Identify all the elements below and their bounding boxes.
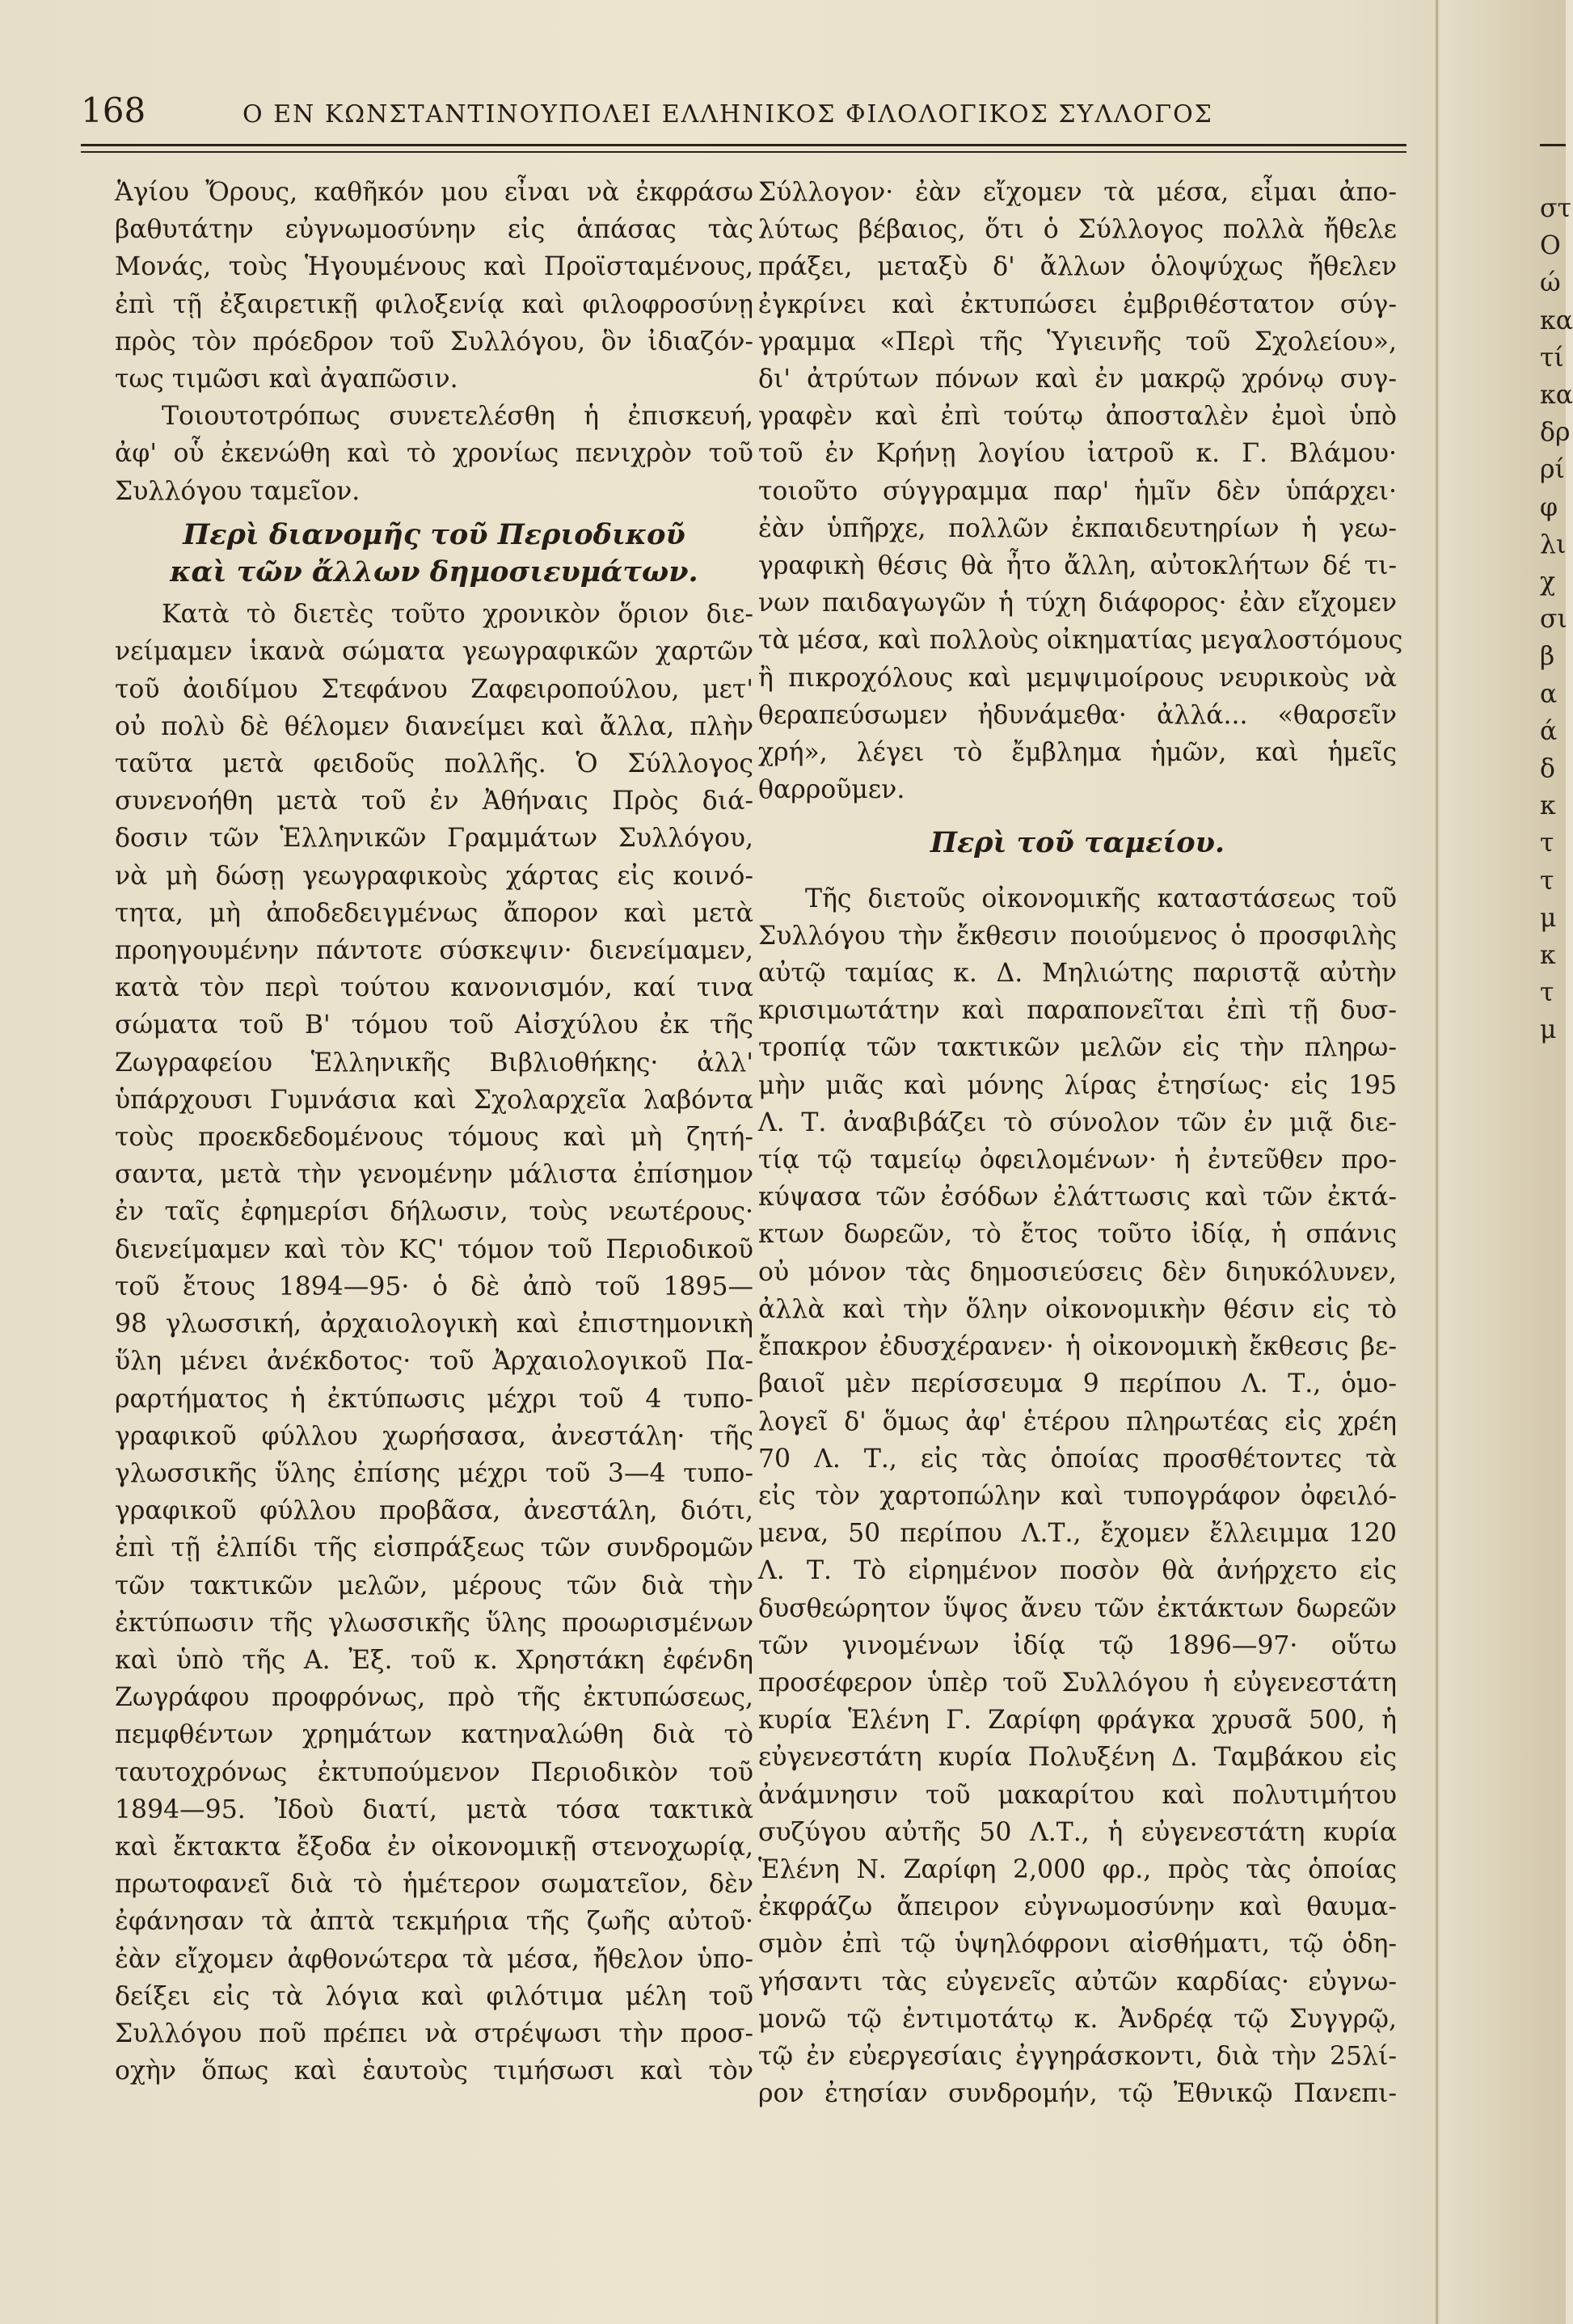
section-heading-distribution — [115, 517, 753, 591]
text-line: δείξει εἰς τὰ λόγια καὶ φιλότιμα μέλη τοῦ — [115, 1981, 753, 2011]
text-line: ὕλη μένει ἀνέκδοτος· τοῦ Ἀρχαιολογικοῦ Πα- — [115, 1347, 753, 1377]
text-line: κτων δωρεῶν, τὸ ἔτος τοῦτο ἰδίᾳ, ἡ σπάνις — [758, 1220, 1397, 1250]
text-line: Ζωγραφείου Ἑλληνικῆς Βιβλιοθήκης· ἀλλ' — [115, 1048, 753, 1078]
text-line: λογεῖ δ' ὅμως ἀφ' ἑτέρου πληρωτέας εἰς χρέη — [758, 1407, 1397, 1436]
text-line: τῶν γινομένων ἰδίᾳ τῷ 1896—97· οὕτω — [758, 1630, 1397, 1660]
fragment: κ — [1540, 941, 1556, 971]
fragment: κα — [1540, 306, 1573, 335]
text-line: τητα, μὴ ἀποδεδειγμένως ἄπορον καὶ μετὰ — [115, 898, 753, 928]
running-head: Ο ΕΝ ΚΩΝΣΤΑΝΤΙΝΟΥΠΟΛΕΙ ΕΛΛΗΝΙΚΟΣ ΦΙΛΟΛΟΓΙΚΟΣ ΣΥΛΛΟΓΟΣ — [242, 100, 1213, 129]
text-line: μὴν μιᾶς καὶ μόνης λίρας ἐτησίως· εἰς 195 — [758, 1070, 1397, 1100]
fragment: δ — [1540, 754, 1555, 784]
page-gutter-shadow — [1436, 0, 1438, 2324]
page-number: 168 — [81, 91, 146, 130]
text-line: ταῦτα μετὰ φειδοῦς πολλῆς. Ὁ Σύλλογος — [115, 749, 753, 779]
fragment: τ — [1540, 978, 1554, 1008]
text-line: Ζωγράφου προφρόνως, πρὸ τῆς ἐκτυπώσεως, — [115, 1683, 753, 1713]
header-rule-top — [81, 144, 1406, 146]
text-line: 1894—95. Ἰδοὺ διατί, μετὰ τόσα τακτικὰ — [115, 1795, 753, 1824]
text-line: ἢ πικροχόλους καὶ μεμψιμοίρους νευρικοὺς νὰ — [758, 663, 1397, 693]
fragment: μ — [1540, 903, 1557, 933]
text-line: τροπίᾳ τῶν τακτικῶν μελῶν εἰς τὴν πληρω- — [758, 1033, 1397, 1063]
fragment: δρ — [1540, 418, 1571, 448]
text-line: καὶ ἔκτακτα ἔξοδα ἐν οἰκονομικῇ στενοχωρίᾳ, — [115, 1832, 753, 1862]
text-line: νείμαμεν ἱκανὰ σώματα γεωγραφικῶν χαρτῶν — [115, 637, 753, 667]
left-paragraph-3 — [115, 596, 753, 2090]
fragment: α — [1540, 679, 1558, 709]
text-line: πρωτοφανεῖ διὰ τὸ ἡμέτερον σωματεῖον, δὲν — [115, 1870, 753, 1900]
text-line: ἐπὶ τῇ ἐλπίδι τῆς εἰσπράξεως τῶν συνδρομῶν — [115, 1533, 753, 1563]
text-line: ταυτοχρόνως ἐκτυπούμενον Περιοδικὸν τοῦ — [115, 1757, 753, 1787]
text-line: ἀνάμνησιν τοῦ μακαρίτου καὶ πολυτιμήτου — [758, 1780, 1397, 1810]
text-line: θαρροῦμεν. — [758, 775, 905, 805]
text-line: πράξει, μεταξὺ δ' ἄλλων ὁλοψύχως ἤθελεν — [758, 252, 1397, 282]
text-line: γλωσσικῆς ὕλης ἐπίσης μέχρι τοῦ 3—4 τυπο- — [115, 1458, 753, 1488]
text-line: 98 γλωσσική, ἀρχαιολογικὴ καὶ ἐπιστημονικὴ — [115, 1310, 753, 1339]
facing-page-header-rule — [1540, 144, 1566, 146]
text-line: νων παιδαγωγῶν ἡ τύχη διάφορος· ἐὰν εἴχομεν — [758, 588, 1397, 618]
text-line: τῷ ἐν εὐεργεσίαις ἐγγηράσκοντι, διὰ τὴν 25λί- — [758, 2041, 1397, 2071]
left-paragraph-1 — [115, 174, 753, 398]
right-paragraph-1 — [758, 174, 1403, 808]
text-line: Συλλόγου τὴν ἔκθεσιν ποιούμενος ὁ προσφιλὴς — [758, 921, 1397, 951]
right-paragraph-2 — [758, 880, 1397, 2113]
text-line: τῶν τακτικῶν μελῶν, μέρους τῶν διὰ τὴν — [115, 1571, 753, 1601]
fragment: σι — [1540, 605, 1567, 635]
section-heading-line: καὶ τῶν ἄλλων δημοσιευμάτων. — [170, 555, 698, 589]
text-line: προσέφερον ὑπὲρ τοῦ Συλλόγου ἡ εὐγενεστάτη — [758, 1668, 1397, 1698]
text-line: τοὺς προεκδεδομένους τόμους καὶ μὴ ζητή- — [115, 1123, 753, 1153]
text-line: ἀλλὰ καὶ τὴν ὅλην οἰκονομικὴν θέσιν εἰς τὸ — [758, 1294, 1397, 1324]
text-line: ἐν ταῖς ἐφημερίσι δήλωσιν, τοὺς νεωτέρους· — [115, 1197, 753, 1227]
fragment: ρί — [1540, 455, 1565, 485]
text-line: νὰ μὴ δώσῃ γεωγραφικοὺς χάρτας εἰς κοινό- — [115, 861, 753, 891]
text-line: ἐκφράζω ἄπειρον εὐγνωμοσύνην καὶ θαυμα- — [758, 1892, 1397, 1922]
text-line: Λ. Τ. Τὸ εἰρημένον ποσὸν θὰ ἀνήρχετο εἰς — [758, 1556, 1397, 1586]
text-line: κυρία Ἑλένη Γ. Ζαρίφη φράγκα χρυσᾶ 500, ἡ — [758, 1706, 1397, 1736]
text-line: ρον ἐτησίαν συνδρομήν, τῷ Ἐθνικῷ Πανεπι- — [758, 2079, 1397, 2109]
text-line: διενείμαμεν καὶ τὸν ΚϚ' τόμον τοῦ Περιοδικοῦ — [115, 1234, 753, 1264]
fragment: κ — [1540, 791, 1556, 821]
text-line: χρή», λέγει τὸ ἔμβλημα ἡμῶν, καὶ ἡμεῖς — [758, 738, 1397, 768]
fragment: μ — [1540, 1015, 1557, 1045]
fragment: χ — [1540, 567, 1556, 597]
text-line: πεμφθέντων χρημάτων κατηναλώθη διὰ τὸ — [115, 1720, 753, 1750]
text-line: τίᾳ τῷ ταμείῳ ὀφειλομένων· ἡ ἐντεῦθεν προ- — [758, 1145, 1397, 1175]
text-line: ἐὰν ὑπῆρχε, πολλῶν ἐκπαιδευτηρίων ἡ γεω- — [758, 513, 1397, 543]
text-line: οχὴν ὅπως καὶ ἑαυτοὺς τιμήσωσι καὶ τὸν — [115, 2056, 753, 2086]
text-line: Κατὰ τὸ διετὲς τοῦτο χρονικὸν ὅριον διε- — [162, 600, 753, 630]
text-line: κύψασα τῶν ἐσόδων ἐλάττωσις καὶ τῶν ἐκτά- — [758, 1183, 1397, 1213]
text-line: δοσιν τῶν Ἑλληνικῶν Γραμμάτων Συλλόγου, — [115, 824, 753, 854]
text-line: εὐγενεστάτη κυρία Πολυξένη Δ. Ταμβάκου εἰς — [758, 1743, 1397, 1773]
section-heading-line: Περὶ τοῦ ταμείου. — [930, 826, 1225, 860]
text-line: ἐὰν εἴχομεν ἀφθονώτερα τὰ μέσα, ἤθελον ὑπο- — [115, 1944, 753, 1974]
text-line: κρισιμωτάτην καὶ παραπονεῖται ἐπὶ τῇ δυσ- — [758, 996, 1397, 1026]
text-line: ὑπάρχουσι Γυμνάσια καὶ Σχολαρχεῖα λαβόντα — [115, 1085, 753, 1115]
text-line: ραρτήματος ἡ ἐκτύπωσις μέχρι τοῦ 4 τυπο- — [115, 1384, 753, 1414]
text-line: ἐκτύπωσιν τῆς γλωσσικῆς ὕλης προωρισμένων — [115, 1608, 753, 1638]
text-line: γραφικὴ θέσις θὰ ἦτο ἄλλη, αὐτοκλήτων δέ τι- — [758, 551, 1397, 581]
fragment: ά — [1540, 716, 1558, 746]
text-line: Ἑλένη Ν. Ζαρίφη 2,000 φρ., πρὸς τὰς ὁποίας — [758, 1854, 1397, 1884]
text-line: εἰς τὸν χαρτοπώλην καὶ τυπογράφον ὀφειλό- — [758, 1481, 1397, 1511]
fragment: στ — [1540, 194, 1571, 223]
section-heading-treasury — [758, 825, 1397, 862]
text-line: Μονάς, τοὺς Ἡγουμένους καὶ Προϊσταμένους, — [115, 252, 753, 282]
header-rule-bottom — [81, 151, 1406, 153]
fragment: ώ — [1540, 268, 1561, 298]
text-line: συζύγου αὐτῆς 50 Λ.Τ., ἡ εὐγενεστάτη κυρία — [758, 1817, 1397, 1847]
text-line: τως τιμῶσι καὶ ἀγαπῶσιν. — [115, 365, 458, 394]
text-line: 70 Λ. Τ., εἰς τὰς ὁποίας προσθέτοντες τὰ — [758, 1444, 1397, 1474]
text-line: Σύλλογον· ἐὰν εἴχομεν τὰ μέσα, εἶμαι ἀπο- — [758, 178, 1397, 207]
text-line: λύτως βέβαιος, ὅτι ὁ Σύλλογος πολλὰ ἤθελε — [758, 215, 1397, 245]
text-line: τοῦ ἔτους 1894—95· ὁ δὲ ἀπὸ τοῦ 1895— — [115, 1272, 753, 1301]
text-line: ἔπακρον ἐδυσχέρανεν· ἡ οἰκονομικὴ ἔκθεσις βε- — [758, 1332, 1397, 1362]
text-line: σώματα τοῦ Β' τόμου τοῦ Αἰσχύλου ἐκ τῆς — [115, 1010, 753, 1040]
text-line: Ἁγίου Ὄρους, καθῆκόν μου εἶναι νὰ ἐκφράσω — [115, 178, 753, 207]
section-heading-line: Περὶ διανομῆς τοῦ Περιοδικοῦ — [183, 517, 685, 551]
fragment: κα — [1540, 381, 1573, 411]
text-line: προηγουμένην πάντοτε σύσκεψιν· διενείμαμεν, — [115, 936, 753, 966]
fragment: τί — [1540, 343, 1564, 373]
left-paragraph-2 — [115, 398, 753, 510]
text-line: κατὰ τὸν περὶ τούτου κανονισμόν, καί τινα — [115, 973, 753, 1003]
text-line: γραφὲν καὶ ἐπὶ τούτῳ ἀποσταλὲν ἐμοὶ ὑπὸ — [758, 402, 1397, 432]
text-line: ἐπὶ τῇ ἐξαιρετικῇ φιλοξενίᾳ καὶ φιλοφροσύνῃ — [115, 289, 753, 319]
text-line: βαθυτάτην εὐγνωμοσύνην εἰς ἁπάσας τὰς — [115, 215, 753, 245]
fragment: τ — [1540, 866, 1554, 896]
facing-page-fragments — [1540, 190, 1573, 1049]
text-line: μενα, 50 περίπου Λ.Τ., ἔχομεν ἔλλειμμα 120 — [758, 1519, 1397, 1549]
fragment: Ο — [1540, 231, 1561, 261]
text-line: ἀφ' οὗ ἐκενώθη καὶ τὸ χρονίως πενιχρὸν τοῦ — [115, 439, 753, 469]
text-line: σαντα, μετὰ τὴν γενομένην μάλιστα ἐπίσημον — [115, 1160, 753, 1190]
text-line: γραφικοῦ φύλλου προβᾶσα, ἀνεστάλη, διότι, — [115, 1496, 753, 1526]
left-column — [115, 174, 753, 2090]
fragment: λι — [1540, 529, 1567, 559]
text-line: αὐτῷ ταμίας κ. Δ. Μηλιώτης παριστᾷ αὐτὴν — [758, 959, 1397, 989]
text-line: Τοιουτοτρόπως συνετελέσθη ἡ ἐπισκευή, — [162, 402, 753, 432]
text-line: οὐ μόνον τὰς δημοσιεύσεις δὲν διηυκόλυνεν, — [758, 1257, 1397, 1287]
text-line: σμὸν ἐπὶ τῷ ὑψηλόφρονι αἰσθήματι, τῷ ὁδη- — [758, 1930, 1397, 1959]
text-line: δυσθεώρητον ὕψος ἄνευ τῶν ἐκτάκτων δωρεῶν — [758, 1593, 1397, 1623]
text-line: οὐ πολὺ δὲ θέλομεν διανείμει καὶ ἄλλα, πλὴν — [115, 711, 753, 741]
text-line: γήσαντι τὰς εὐγενεῖς αὐτῶν καρδίας· εὐγνω- — [758, 1967, 1397, 1997]
text-line: ἐγκρίνει καὶ ἐκτυπώσει ἐμβριθέστατον σύγ- — [758, 289, 1397, 319]
fragment: β — [1540, 642, 1555, 672]
text-line: βαιοῖ μὲν περίσσευμα 9 περίπου Λ. Τ., ὁμο- — [758, 1369, 1397, 1399]
text-line: Λ. Τ. ἀναβιβάζει τὸ σύνολον τῶν ἐν μιᾷ διε- — [758, 1107, 1397, 1137]
text-line: θεραπεύσωμεν ἠδυνάμεθα· ἀλλά... «θαρσεῖν — [758, 700, 1397, 730]
fragment: τ — [1540, 829, 1554, 858]
right-column — [758, 174, 1403, 2112]
text-line: τὰ μέσα, καὶ πολλοὺς οἰκηματίας μεγαλοστόμους — [758, 626, 1403, 656]
fragment: φ — [1540, 492, 1558, 522]
text-line: πρὸς τὸν πρόεδρον τοῦ Συλλόγου, ὃν ἰδιαζόν- — [115, 327, 753, 356]
text-line: γραμμα «Περὶ τῆς Ὑγιεινῆς τοῦ Σχολείου», — [758, 327, 1397, 356]
text-line: γραφικοῦ φύλλου χωρήσασα, ἀνεστάλη· τῆς — [115, 1421, 753, 1451]
text-line: συνενοήθη μετὰ τοῦ ἐν Ἀθήναις Πρὸς διά- — [115, 787, 753, 816]
text-line: Συλλόγου ταμεῖον. — [115, 476, 361, 506]
text-line: ἐφάνησαν τὰ ἀπτὰ τεκμήρια τῆς ζωῆς αὐτοῦ· — [115, 1907, 753, 1937]
text-line: τοῦ ἀοιδίμου Στεφάνου Ζαφειροπούλου, μετ' — [115, 674, 753, 704]
text-line: καὶ ὑπὸ τῆς Α. Ἐξ. τοῦ κ. Χρηστάκη ἐφένδη — [115, 1645, 753, 1675]
text-line: δι' ἀτρύτων πόνων καὶ ἐν μακρῷ χρόνῳ συγ- — [758, 365, 1397, 394]
text-line: τοῦ ἐν Κρήνῃ λογίου ἰατροῦ κ. Γ. Βλάμου· — [758, 439, 1397, 469]
text-line: Συλλόγου ποῦ πρέπει νὰ στρέψωσι τὴν προσ- — [115, 2018, 753, 2048]
text-line: μονῶ τῷ ἐντιμοτάτῳ κ. Ἀνδρέᾳ τῷ Συγγρῷ, — [758, 2004, 1397, 2034]
text-line: Τῆς διετοῦς οἰκονομικῆς καταστάσεως τοῦ — [805, 884, 1397, 913]
page-header — [81, 91, 1406, 139]
text-line: τοιοῦτο σύγγραμμα παρ' ἡμῖν δὲν ὑπάρχει· — [758, 476, 1397, 506]
